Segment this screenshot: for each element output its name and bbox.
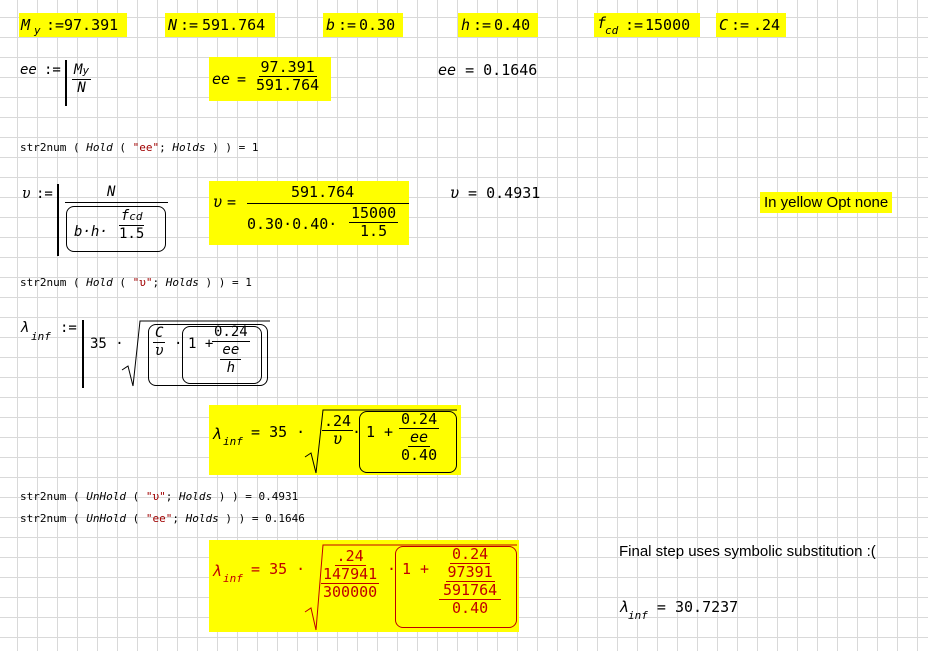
lambda-subscript: inf (223, 572, 243, 585)
c-definition[interactable] (716, 13, 786, 37)
v-result-value: 0.4931 (486, 184, 541, 202)
n-symbol: N (168, 16, 178, 34)
v-den-fraction: fcd 1.5 (119, 208, 145, 242)
lambda-symbol: λ (619, 598, 629, 616)
fcd-definition[interactable] (594, 13, 700, 37)
v-symbol: υ (213, 193, 223, 211)
my-symbol: M (21, 16, 31, 34)
lambda-result[interactable]: $\lambda_{inf} = 30.7237$ (619, 598, 739, 622)
ee-symbol: ee (212, 70, 231, 88)
lambda-symbol: λ (212, 425, 222, 443)
v-definition[interactable] (20, 182, 170, 258)
lambda-symbol: λ (20, 320, 29, 336)
ee-symbol: ee (438, 61, 457, 79)
lambda-subscript: inf (628, 609, 648, 622)
v-result[interactable]: υ = 0.4931 (450, 184, 541, 202)
assign-op: := (473, 16, 492, 34)
equals-op: = (227, 193, 237, 211)
lambda-result-value: 30.7237 (675, 598, 739, 616)
v-den-bh: b·h· (74, 224, 108, 240)
k-over-ee-den: $\frac{0.24}{\frac{ee}{0.40}}$ (401, 410, 438, 464)
v-sub-denominator: 0.30·0.40· (247, 215, 338, 233)
assign-op: := (36, 186, 53, 202)
ee-substituted[interactable] (209, 57, 331, 101)
ee-sub-fraction: $\frac{97.391}{591.764}$ (256, 58, 320, 94)
b-value: 0.30 (359, 16, 396, 34)
my-subscript: y (34, 24, 41, 37)
h-definition[interactable] (458, 13, 538, 37)
unhold-v-expression[interactable]: str2num ( UnHold ( "υ"; Holds ) ) = 0.4931 (20, 490, 299, 503)
unhold-ee-expression[interactable]: str2num ( UnHold ( "ee"; Holds ) ) = 0.1646 (20, 512, 305, 525)
assign-op: := (180, 16, 199, 34)
hold-ee-expression[interactable]: str2num ( Hold ( "ee"; Holds ) ) = 1 (20, 141, 259, 154)
fcd-subscript: cd (605, 24, 619, 37)
v-sub-fraction: $\frac{15000}{1.5}$ (351, 204, 397, 240)
h-value: 0.40 (494, 16, 531, 34)
lambda-coefficient: 35 · (90, 336, 124, 352)
fcd-symbol: f (597, 14, 607, 32)
ee-fraction: $\frac{My}{N}$ (74, 62, 90, 96)
my-value: 97.391 (64, 16, 119, 34)
assign-op: := (731, 16, 750, 34)
note-yellow-opt-none: In yellow Opt none (760, 192, 892, 213)
c24-over-v: $\frac{.24}{\upsilon}$ (324, 412, 352, 448)
assign-op: := (46, 16, 65, 34)
b-symbol: b (326, 16, 336, 34)
lambda-coefficient: = 35 · (251, 560, 306, 578)
note-final-step: Final step uses symbolic substitution :( (619, 543, 876, 560)
c24-over-vfrac: $\frac{.24}{\frac{147941}{300000}}$ (323, 547, 378, 601)
lambda-symbol: λ (212, 562, 222, 580)
ee-definition[interactable] (20, 58, 110, 108)
c-over-v: $\frac{C}{\upsilon}$ (155, 325, 164, 359)
k-over-ee-h: 0.24 $\frac{ee}{h}$ (214, 324, 248, 376)
my-definition[interactable] (19, 13, 127, 37)
v-substituted[interactable] (209, 181, 409, 245)
lambda-subscript: inf (223, 435, 243, 448)
ee-symbol: ee (20, 62, 37, 78)
n-definition[interactable] (165, 13, 275, 37)
hold-v-expression[interactable]: str2num ( Hold ( "υ"; Holds ) ) = 1 (20, 276, 252, 289)
v-sub-numerator: 591.764 (291, 183, 355, 201)
ee-result[interactable]: ee = 0.1646 (438, 61, 538, 79)
ee-result-value: 0.1646 (483, 61, 538, 79)
lambda-substituted-2[interactable]: λ inf = 35 · $\frac{.24}{\frac{147941}{300000}}$ · 1 + $\frac{0.24}{\frac{\frac{97391}{591764}}{0.40}}$ (209, 540, 519, 632)
c-symbol: C (719, 16, 729, 34)
assign-op: := (625, 16, 644, 34)
assign-op: := (44, 62, 61, 78)
n-value: 591.764 (202, 16, 266, 34)
lambda-definition[interactable]: λ inf := 35 · $\frac{C}{\upsilon}$ · 1 + 0.24 $\frac{ee}{h}$ (20, 318, 272, 390)
fcd-value: 15000 (645, 16, 691, 34)
h-symbol: h (461, 16, 471, 34)
lambda-coefficient: = 35 · (251, 423, 306, 441)
k-over-eefrac: $\frac{0.24}{\frac{\frac{97391}{591764}}{0.40}}$ (437, 546, 503, 617)
equals-op: = (237, 70, 247, 88)
v-symbol: υ (450, 184, 460, 202)
c-value: .24 (753, 16, 781, 34)
v-numerator: N (107, 184, 116, 200)
assign-op: := (60, 320, 77, 336)
lambda-substituted-1[interactable]: λ inf = 35 · $\frac{.24}{\upsilon}$ · 1 + $\frac{0.24}{\frac{ee}{0.40}}$ (209, 405, 461, 475)
v-symbol: υ (22, 186, 31, 202)
assign-op: := (338, 16, 357, 34)
lambda-subscript: inf (31, 330, 51, 343)
b-definition[interactable] (323, 13, 403, 37)
